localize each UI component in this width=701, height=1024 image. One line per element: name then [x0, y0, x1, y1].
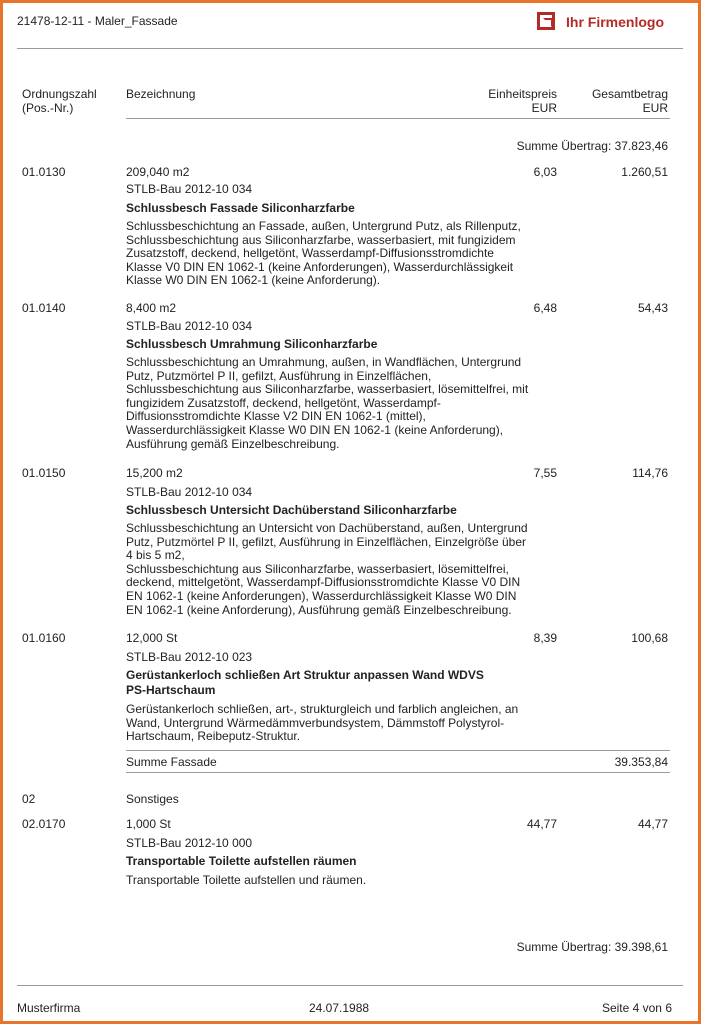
- position-unit-price: 6,03: [533, 165, 557, 179]
- footer-company: Musterfirma: [17, 1001, 81, 1015]
- company-logo-text: Ihr Firmenlogo: [566, 14, 664, 30]
- position-total: 1.260,51: [621, 165, 668, 179]
- header-divider: [17, 48, 683, 49]
- position-title: Transportable Toilette aufstellen räumen: [126, 854, 357, 868]
- position-description: Schlussbeschichtung an Fassade, außen, Untergrund Putz, als Rillenputz, Schlussbeschichtung aus Siliconharzfarbe, wasserbasiert, mit fungizidem Zusatzstoff, deckend, hellgetönt, Wasserdampf-Diffusionsstromdichte Klasse V0 DIN EN 1062-1 (keine Anforderungen), Wasserdurchlässigkeit Klasse W0 DIN EN 1062-1 (keine Anforderung).: [126, 219, 521, 288]
- group-label: Sonstiges: [126, 792, 179, 806]
- position-stlb: STLB-Bau 2012-10 000: [126, 836, 253, 850]
- position-number: 01.0140: [22, 301, 66, 315]
- footer-page-number: Seite 4 von 6: [601, 1001, 672, 1015]
- subtotal-value: 39.353,84: [614, 755, 668, 769]
- footer-divider: [17, 985, 683, 986]
- subtotal-underline: [126, 772, 670, 773]
- position-title: Schlussbesch Umrahmung Siliconharzfarbe: [126, 337, 378, 351]
- col-header-total-currency: EUR: [642, 101, 668, 115]
- position-stlb: STLB-Bau 2012-10 034: [126, 485, 253, 499]
- position-unit-price: 7,55: [533, 466, 557, 480]
- position-total: 44,77: [637, 817, 668, 831]
- col-header-unit-price-currency: EUR: [531, 101, 557, 115]
- subtotal-label: Summe Fassade: [126, 755, 217, 769]
- position-quantity: 8,400 m2: [126, 301, 177, 315]
- col-header-unit-price: Einheitspreis: [488, 87, 557, 101]
- subtotal-divider: [126, 750, 670, 751]
- position-total: 114,76: [632, 466, 668, 480]
- carry-over-top: Summe Übertrag: 37.823,46: [516, 139, 668, 153]
- company-logo-icon: [537, 12, 555, 30]
- position-title: Schlussbesch Fassade Siliconharzfarbe: [126, 201, 355, 215]
- position-total: 100,68: [631, 631, 668, 645]
- position-unit-price: 8,39: [533, 631, 557, 645]
- position-title: Schlussbesch Untersicht Dachüberstand Siliconharzfarbe: [126, 503, 457, 517]
- position-quantity: 209,040 m2: [126, 165, 190, 179]
- position-description: Gerüstankerloch schließen, art-, strukturgleich und farblich angleichen, an Wand, Untergrund Wärmedämmverbundsystem, Dämmstoff Polystyrol- Hartschaum, Reibeputz-Struktur.: [126, 702, 519, 744]
- position-number: 01.0160: [22, 631, 66, 645]
- position-quantity: 12,000 St: [126, 631, 178, 645]
- col-header-pos: Ordnungszahl: [22, 87, 97, 101]
- document-title: 21478-12-11 - Maler_Fassade: [17, 14, 178, 28]
- position-total: 54,43: [637, 301, 668, 315]
- carry-over-bottom: Summe Übertrag: 39.398,61: [516, 940, 668, 954]
- position-unit-price: 44,77: [526, 817, 557, 831]
- position-title: Gerüstankerloch schließen Art Struktur anpassen Wand WDVS: [126, 668, 484, 682]
- column-header-divider: [126, 118, 670, 119]
- footer-date: 24.07.1988: [309, 1001, 370, 1015]
- position-stlb: STLB-Bau 2012-10 034: [126, 319, 253, 333]
- position-quantity: 1,000 St: [126, 817, 171, 831]
- position-number: 01.0150: [22, 466, 66, 480]
- position-description: Schlussbeschichtung an Umrahmung, außen, in Wandflächen, Untergrund Putz, Putzmörtel P II, gefilzt, Ausführung in Einzelflächen, Schlussbeschichtung aus Siliconharzfarbe, wasserbasiert, lösemittelfrei, mit fungizidem Zusatzstoff, deckend, hellgetönt, Wasserdampf- Diffusionsstromdichte Klasse V2 DIN EN 1062-1 (mittel), Wasserdurchlässigkeit Klasse W0 DIN EN 1062-1 (keine Anforderung), Ausführung gemäß Einzelbeschreibung.: [126, 355, 529, 451]
- position-number: 02.0170: [22, 817, 66, 831]
- position-description: Schlussbeschichtung an Untersicht von Dachüberstand, außen, Untergrund Putz, Putzmörtel P II, gefilzt, Ausführung in Einzelflächen, Einzelgröße über 4 bis 5 m2, Schlussbeschichtung aus Siliconharzfarbe, wasserbasiert, lösemittelfrei, deckend, mittelgetönt, Wasserdampf-Diffusionsstromdichte Klasse V0 DIN EN 1062-1 (keine Anforderungen), Wasserdurchlässigkeit Klasse W0 DIN EN 1062-1 (keine Anforderung), Ausführung gemäß Einzelbeschreibung.: [126, 521, 528, 617]
- position-unit-price: 6,48: [533, 301, 557, 315]
- position-stlb: STLB-Bau 2012-10 023: [126, 650, 253, 664]
- position-description: Transportable Toilette aufstellen und räumen.: [126, 873, 367, 887]
- position-number: 01.0130: [22, 165, 66, 179]
- col-header-pos-sub: (Pos.-Nr.): [22, 101, 74, 115]
- position-quantity: 15,200 m2: [126, 466, 183, 480]
- position-title-cont: PS-Hartschaum: [126, 683, 216, 697]
- position-stlb: STLB-Bau 2012-10 034: [126, 182, 253, 196]
- col-header-total: Gesamtbetrag: [591, 87, 668, 101]
- group-number: 02: [22, 792, 36, 806]
- col-header-description: Bezeichnung: [126, 87, 196, 101]
